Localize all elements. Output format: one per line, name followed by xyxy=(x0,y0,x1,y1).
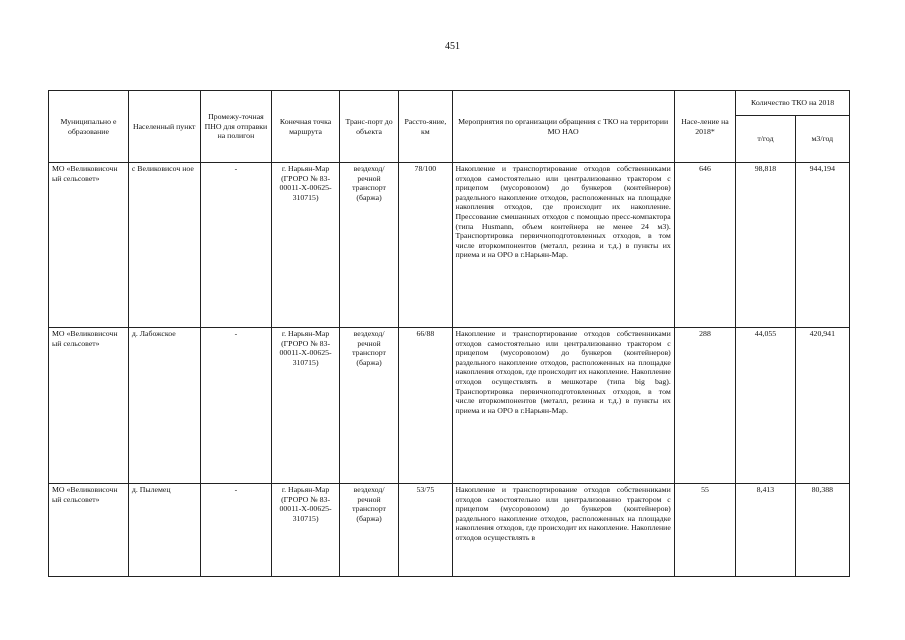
header-population: Насе-ление на 2018* xyxy=(674,91,735,163)
header-m3: м3/год xyxy=(795,116,849,163)
cell-measures: Накопление и транспортирование отходов собственниками отходов самостоятельно или централизованно трактором с прицепом (мусоровозом) до бункеров (контейнеров) раздельного накопление отходов, расположенных на площадке накопления отходов, где происходит их накопление. Накопление отходов осуществлять в мешкотаре (типа big bag). Транспортировка первичноподготовленных отходов, в том числе вторкомпонентов (металл, резина и т.д.) в пункты их приема и на ОРО в г.Нарьян-Мар. xyxy=(452,328,674,484)
tko-table xyxy=(48,90,850,577)
cell-municipality: МО «Великовисочн ый сельсовет» xyxy=(49,328,129,484)
cell-settlement: с Великовисоч ное xyxy=(128,163,200,328)
cell-distance: 78/100 xyxy=(399,163,452,328)
cell-distance: 53/75 xyxy=(399,484,452,577)
header-settlement: Населенный пункт xyxy=(128,91,200,163)
cell-destination: г. Нарьян-Мар (ГРОРО № 83-00011-Х-00625-310715) xyxy=(272,484,340,577)
header-destination: Конечная точка маршрута xyxy=(272,91,340,163)
cell-population: 646 xyxy=(674,163,735,328)
cell-tons: 44,055 xyxy=(736,328,795,484)
cell-population: 288 xyxy=(674,328,735,484)
cell-m3: 80,388 xyxy=(795,484,849,577)
cell-transport: вездеход/ речной транспорт (баржа) xyxy=(339,484,398,577)
cell-intermediate-point: - xyxy=(200,163,272,328)
header-intermediate-point: Промежу-точная ПНО для отправки на полигон xyxy=(200,91,272,163)
table-row xyxy=(49,163,850,328)
cell-transport: вездеход/ речной транспорт (баржа) xyxy=(339,328,398,484)
cell-measures: Накопление и транспортирование отходов собственниками отходов самостоятельно или централизованно трактором с прицепом (мусоровозом) до бункеров (контейнеров) раздельного накопление отходов, расположенных на площадке накопления отходов, где происходит их накопление. Накопление отходов осуществлять в xyxy=(452,484,674,577)
cell-destination: г. Нарьян-Мар (ГРОРО № 83-00011-Х-00625-310715) xyxy=(272,163,340,328)
header-tko-quantity: Количество ТКО на 2018 xyxy=(736,91,850,116)
cell-m3: 944,194 xyxy=(795,163,849,328)
header-tons: т/год xyxy=(736,116,795,163)
cell-tons: 8,413 xyxy=(736,484,795,577)
header-transport: Транс-порт до объекта xyxy=(339,91,398,163)
table-row xyxy=(49,484,850,577)
cell-m3: 420,941 xyxy=(795,328,849,484)
cell-municipality: МО «Великовисочн ый сельсовет» xyxy=(49,163,129,328)
cell-settlement: д. Лабожское xyxy=(128,328,200,484)
header-municipality: Муниципально е образование xyxy=(49,91,129,163)
cell-destination: г. Нарьян-Мар (ГРОРО № 83-00011-Х-00625-310715) xyxy=(272,328,340,484)
cell-tons: 98,818 xyxy=(736,163,795,328)
cell-measures: Накопление и транспортирование отходов собственниками отходов самостоятельно или централизованно трактором с прицепом (мусоровозом) до бункеров (контейнеров) раздельного накопление отходов, расположенных на площадке накопления отходов, где происходит их накопление. Прессование смешанных отходов с помощью пресс-компактора (типа Husmann, объем контейнера не менее 24 м3). Транспортировка первичноподготовленных отходов, в том числе вторкомпонентов (металл, резина и т.д.) в пункты их приема и на ОРО в г.Нарьян-Мар. xyxy=(452,163,674,328)
cell-distance: 66/88 xyxy=(399,328,452,484)
header-measures: Мероприятия по организации обращения с ТКО на территории МО НАО xyxy=(452,91,674,163)
table-row xyxy=(49,328,850,484)
cell-intermediate-point: - xyxy=(200,484,272,577)
cell-population: 55 xyxy=(674,484,735,577)
page-number: 451 xyxy=(445,41,460,52)
cell-intermediate-point: - xyxy=(200,328,272,484)
cell-municipality: МО «Великовисочн ый сельсовет» xyxy=(49,484,129,577)
cell-settlement: д. Пылемец xyxy=(128,484,200,577)
cell-transport: вездеход/ речной транспорт (баржа) xyxy=(339,163,398,328)
header-distance: Рассто-яние, км xyxy=(399,91,452,163)
